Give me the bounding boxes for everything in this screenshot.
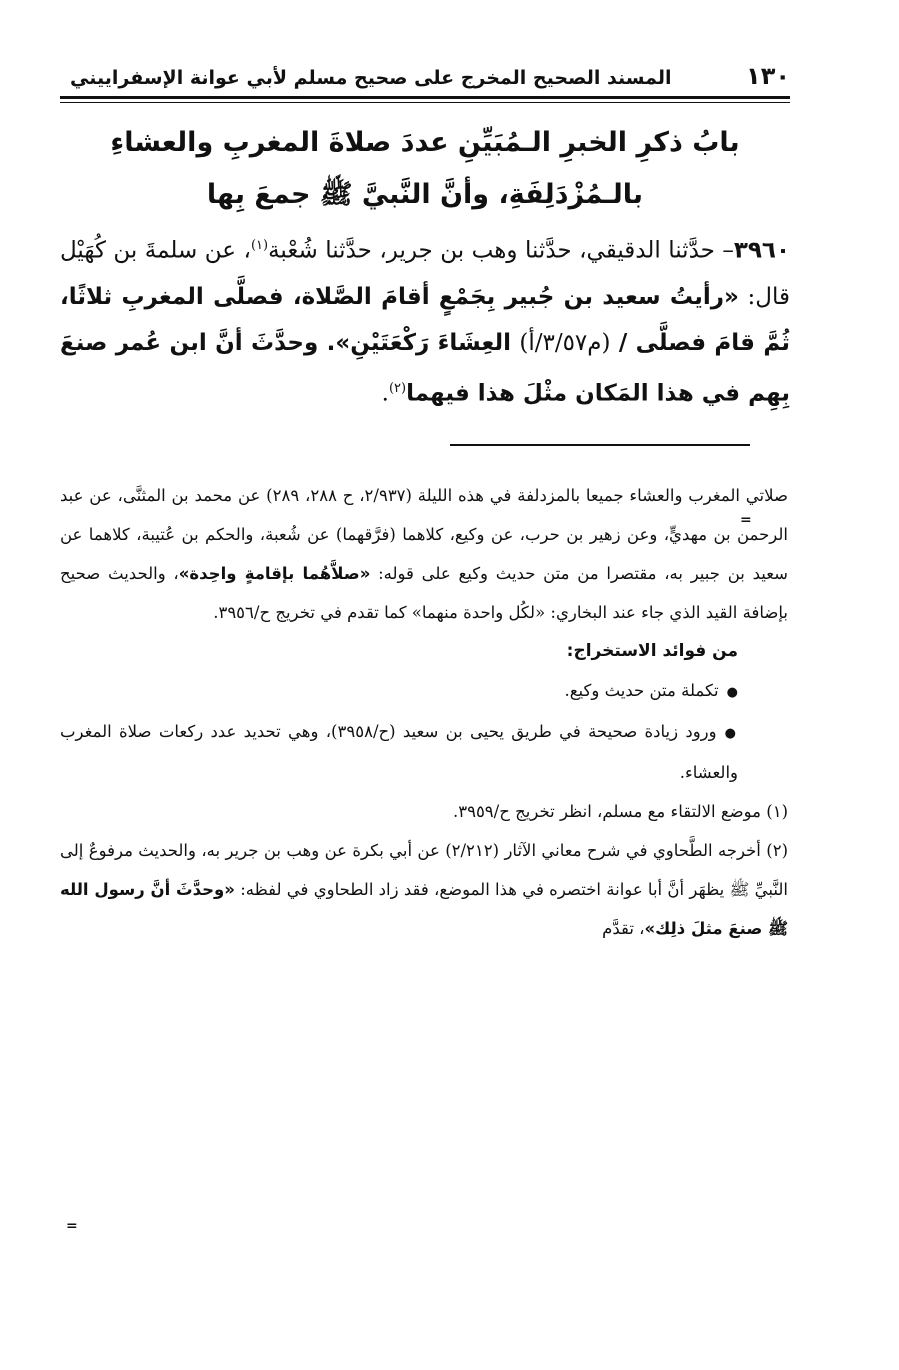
footnote-continuation <box>60 476 788 632</box>
hadith-matn-2: العِشَاءَ رَكْعَتَيْنِ». <box>326 329 520 356</box>
running-header <box>60 62 790 99</box>
benefit-item-1: ● تكملة متن حديث وكيع. <box>60 671 738 712</box>
footnote-1: (١) موضع الالتقاء مع مسلم، انظر تخريج ح/٣٩٥٩. <box>452 802 788 822</box>
chapter-title <box>60 117 790 221</box>
footnote-cont-quote: «صلاَّهُما بإقامةٍ واحِدة» <box>178 564 371 584</box>
footnote-ref-1: (١) <box>250 238 269 253</box>
page <box>60 62 790 948</box>
hadith-matn-3: وحدَّثَ أنَّ ابن عُمر صنعَ بِهِم في هذا المَكان مثْلَ هذا فيهما <box>60 329 790 407</box>
benefits-heading: من فوائد الاستخراج: <box>566 641 738 662</box>
hadith-matn-1: «رأيتُ سعيد بن جُبير بِجَمْعٍ أقامَ الصَّلاة، فصلَّى المغربِ ثلاثًا، ثُمَّ قامَ فصلَّى / <box>60 283 790 356</box>
running-title: المسند الصحيح المخرج على صحيح مسلم لأبي عوانة الإسفراييني <box>70 67 672 89</box>
chapter-title-line2: بالـمُزْدَلِفَةِ، وأنَّ النَّبيَّ ﷺ جمعَ بِها <box>206 179 644 210</box>
hadith-number: ٣٩٦٠ <box>733 237 791 264</box>
continuation-mark-top: = <box>740 512 752 528</box>
footnote-cont-end: ، والحديث صحيح بإضافة القيد الذي جاء عند البخاري: «لكُل واحدة منهما» كما تقدم في تخريج ح/٣٩٥٦. <box>60 564 788 623</box>
footnote-2 <box>60 831 788 948</box>
header-rule <box>60 102 790 103</box>
page-number: ١٣٠ <box>746 62 790 90</box>
hadith-text <box>60 223 790 416</box>
footnote-2-quote: «وحدَّثَ أنَّ رسول الله ﷺ صنعَ مثلَ ذلِك» <box>60 880 788 939</box>
hadith-isnad: – حدَّثنا الدقيقي، حدَّثنا وهب بن جرير، حدَّثنا شُعْبة <box>268 237 734 264</box>
hadith-isnad-cont: ، عن سلمةَ بن كُهَيْل قال: <box>60 237 790 310</box>
chapter-title-line1: بابُ ذكرِ الخبرِ الـمُبَيِّنِ عددَ صلاةَ المغربِ والعشاءِ <box>110 127 740 158</box>
footnote-2-text: (٢) أخرجه الطَّحاوي في شرح معاني الآثار (٢/٢١٢) عن أبي بكرة عن وهب بن جرير به، والحديث مرفوعٌ إلى النَّبيِّ ﷺ يظهَر أنَّ أبا عوانة اختصره في هذا الموضع، فقد زاد الطحاوي في لفظه: <box>60 841 788 900</box>
footnote-2-end: ، تقدَّم <box>602 919 645 939</box>
footnote-area <box>60 476 790 948</box>
hadith-end: . <box>381 380 389 407</box>
benefit-item-2 <box>60 712 738 792</box>
continuation-mark-bottom: = <box>66 1218 78 1234</box>
footnote-separator <box>450 444 750 446</box>
benefit-item-2-text: ورود زيادة صحيحة في طريق يحيى بن سعيد (ح/٣٩٥٨)، وهي تحديد عدد ركعات صلاة المغرب والعشاء. <box>60 722 738 783</box>
manuscript-ref: (م٣/٥٧/أ) <box>519 329 611 356</box>
footnote-ref-2: (٢) <box>388 380 407 396</box>
footnote-cont-text: صلاتي المغرب والعشاء جميعا بالمزدلفة في هذه الليلة (٢/٩٣٧، ح ٢٨٨، ٢٨٩) عن محمد بن المثنَّى، عن عبد الرحمن بن مهديٍّ، وعن زهير بن حرب، عن وكيع، كلاهما (فرَّقهما) عن شُعبة، والحكم بن عُتيبة، كلاهما عن سعيد بن جبير به، مقتصرا من متن حديث وكيع على قوله: <box>60 486 789 584</box>
